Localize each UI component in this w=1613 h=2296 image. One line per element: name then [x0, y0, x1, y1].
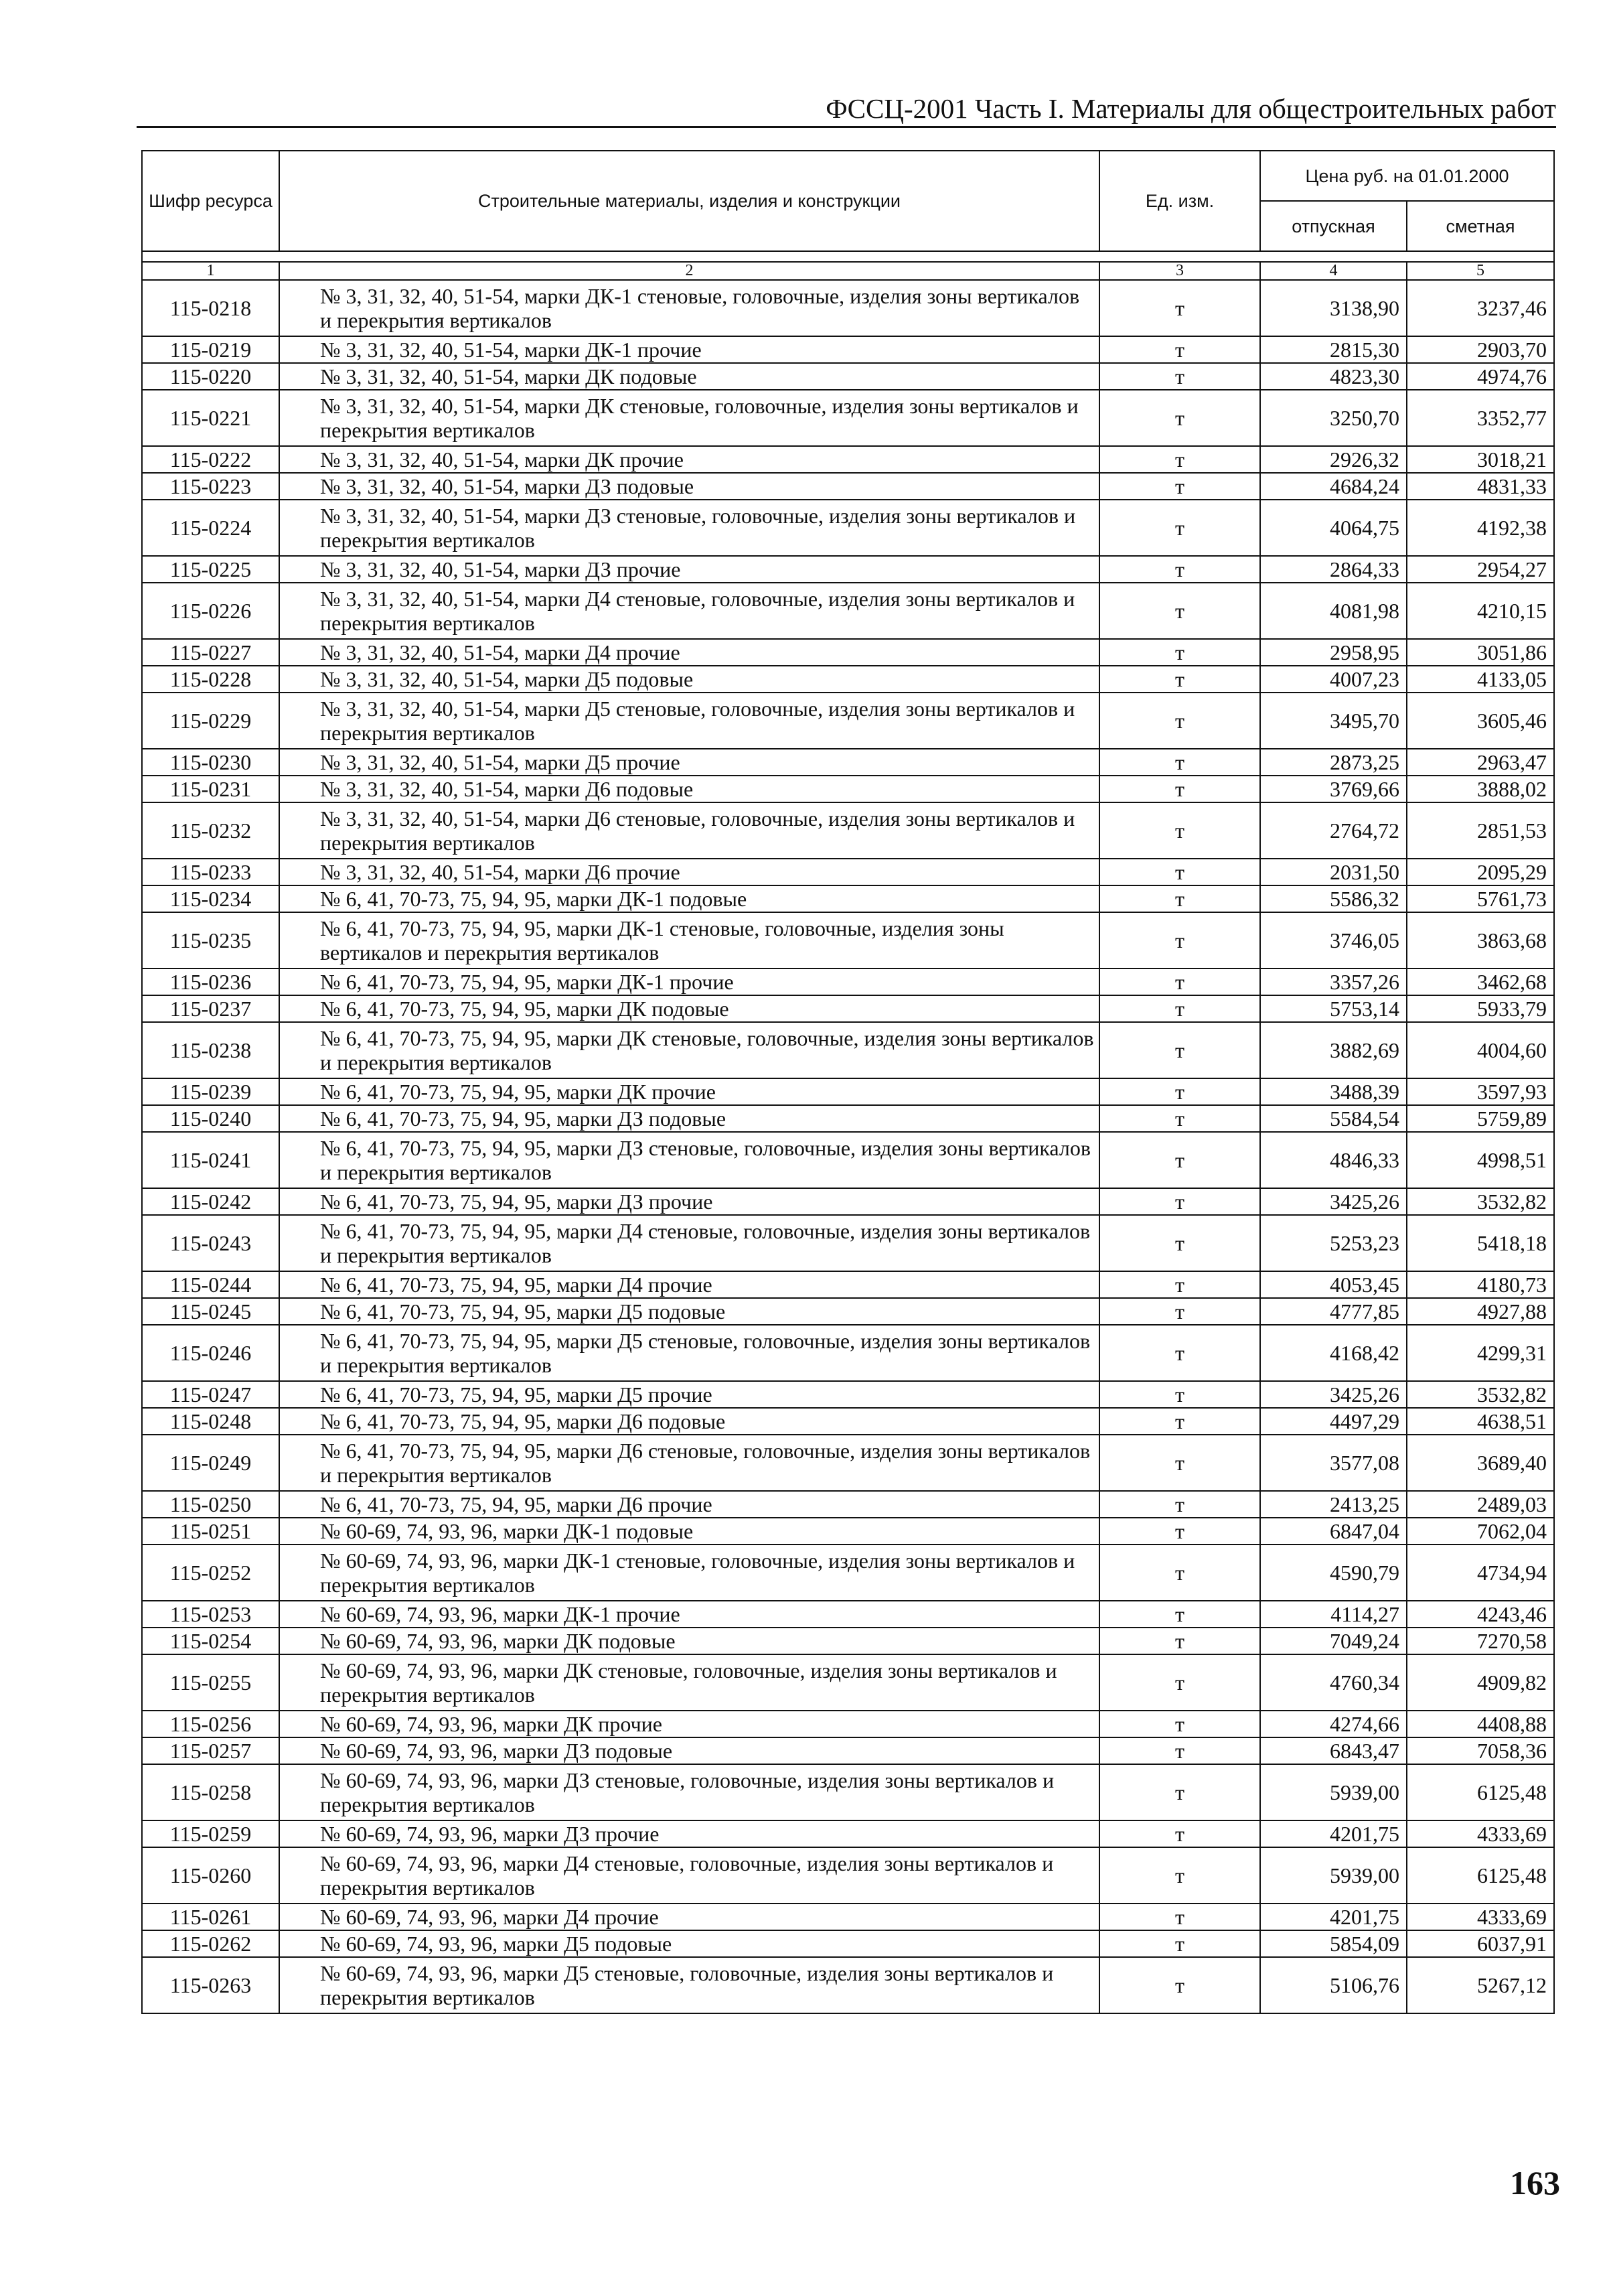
unit-of-measure: т: [1099, 363, 1260, 390]
resource-code: 115-0260: [142, 1847, 279, 1904]
resource-code: 115-0219: [142, 336, 279, 363]
release-price: 3495,70: [1260, 693, 1407, 749]
release-price: 2873,25: [1260, 749, 1407, 776]
unit-of-measure: т: [1099, 446, 1260, 473]
material-name: № 6, 41, 70-73, 75, 94, 95, марки ДЗ подовые: [279, 1105, 1099, 1132]
estimate-price: 7270,58: [1407, 1628, 1554, 1654]
resource-code: 115-0241: [142, 1132, 279, 1188]
table-row: [142, 473, 1554, 500]
table-row: [142, 1132, 1554, 1188]
release-price: 3577,08: [1260, 1435, 1407, 1491]
resource-code: 115-0227: [142, 639, 279, 666]
table-row: [142, 1491, 1554, 1518]
resource-code: 115-0254: [142, 1628, 279, 1654]
resource-code: 115-0220: [142, 363, 279, 390]
resource-code: 115-0231: [142, 776, 279, 802]
estimate-price: 3863,68: [1407, 912, 1554, 968]
column-number: 2: [279, 262, 1099, 280]
release-price: 4846,33: [1260, 1132, 1407, 1188]
material-name: № 3, 31, 32, 40, 51-54, марки Д6 подовые: [279, 776, 1099, 802]
column-number: 4: [1260, 262, 1407, 280]
estimate-price: 3689,40: [1407, 1435, 1554, 1491]
table-row: [142, 776, 1554, 802]
release-price: 2926,32: [1260, 446, 1407, 473]
release-price: 6843,47: [1260, 1737, 1407, 1764]
table-row: [142, 802, 1554, 859]
resource-code: 115-0234: [142, 885, 279, 912]
material-name: № 6, 41, 70-73, 75, 94, 95, марки ДК стеновые, головочные, изделия зоны вертикалов и перекрытия вертикалов: [279, 1022, 1099, 1078]
unit-of-measure: т: [1099, 390, 1260, 446]
release-price: 4823,30: [1260, 363, 1407, 390]
table-row: [142, 1764, 1554, 1820]
material-name: № 60-69, 74, 93, 96, марки ДК-1 стеновые, головочные, изделия зоны вертикалов и перекрытия вертикалов: [279, 1545, 1099, 1601]
table-row: [142, 1601, 1554, 1628]
unit-of-measure: т: [1099, 336, 1260, 363]
material-name: № 3, 31, 32, 40, 51-54, марки ДК-1 прочие: [279, 336, 1099, 363]
unit-of-measure: т: [1099, 500, 1260, 556]
table-row: [142, 912, 1554, 968]
estimate-price: 4831,33: [1407, 473, 1554, 500]
estimate-price: 2954,27: [1407, 556, 1554, 583]
release-price: 3425,26: [1260, 1381, 1407, 1408]
release-price: 2031,50: [1260, 859, 1407, 885]
resource-code: 115-0261: [142, 1904, 279, 1930]
release-price: 5584,54: [1260, 1105, 1407, 1132]
material-name: № 60-69, 74, 93, 96, марки ДК стеновые, головочные, изделия зоны вертикалов и перекрытия вертикалов: [279, 1654, 1099, 1711]
header-code: Шифр ресурса: [142, 151, 279, 251]
resource-code: 115-0258: [142, 1764, 279, 1820]
unit-of-measure: т: [1099, 885, 1260, 912]
material-name: № 60-69, 74, 93, 96, марки Д5 подовые: [279, 1930, 1099, 1957]
resource-code: 115-0257: [142, 1737, 279, 1764]
release-price: 4274,66: [1260, 1711, 1407, 1737]
resource-code: 115-0240: [142, 1105, 279, 1132]
table-row: [142, 1545, 1554, 1601]
resource-code: 115-0233: [142, 859, 279, 885]
table-row: [142, 885, 1554, 912]
estimate-price: 4180,73: [1407, 1271, 1554, 1298]
resource-code: 115-0222: [142, 446, 279, 473]
unit-of-measure: т: [1099, 693, 1260, 749]
material-name: № 6, 41, 70-73, 75, 94, 95, марки Д6 стеновые, головочные, изделия зоны вертикалов и перекрытия вертикалов: [279, 1435, 1099, 1491]
unit-of-measure: т: [1099, 583, 1260, 639]
unit-of-measure: т: [1099, 1215, 1260, 1271]
resource-code: 115-0246: [142, 1325, 279, 1381]
unit-of-measure: т: [1099, 859, 1260, 885]
release-price: 4590,79: [1260, 1545, 1407, 1601]
unit-of-measure: т: [1099, 1847, 1260, 1904]
table-row: [142, 280, 1554, 336]
release-price: 2864,33: [1260, 556, 1407, 583]
estimate-price: 3888,02: [1407, 776, 1554, 802]
unit-of-measure: т: [1099, 1654, 1260, 1711]
unit-of-measure: т: [1099, 666, 1260, 693]
unit-of-measure: т: [1099, 802, 1260, 859]
release-price: 5586,32: [1260, 885, 1407, 912]
release-price: 3882,69: [1260, 1022, 1407, 1078]
material-name: № 6, 41, 70-73, 75, 94, 95, марки Д4 прочие: [279, 1271, 1099, 1298]
resource-code: 115-0225: [142, 556, 279, 583]
resource-code: 115-0256: [142, 1711, 279, 1737]
estimate-price: 3352,77: [1407, 390, 1554, 446]
release-price: 4007,23: [1260, 666, 1407, 693]
release-price: 3769,66: [1260, 776, 1407, 802]
unit-of-measure: т: [1099, 1545, 1260, 1601]
table-row: [142, 1435, 1554, 1491]
table-row: [142, 1957, 1554, 2013]
resource-code: 115-0253: [142, 1601, 279, 1628]
estimate-price: 4333,69: [1407, 1820, 1554, 1847]
material-name: № 60-69, 74, 93, 96, марки ДК прочие: [279, 1711, 1099, 1737]
table-row: [142, 1105, 1554, 1132]
unit-of-measure: т: [1099, 1325, 1260, 1381]
estimate-price: 4210,15: [1407, 583, 1554, 639]
material-name: № 3, 31, 32, 40, 51-54, марки ДЗ прочие: [279, 556, 1099, 583]
release-price: 5939,00: [1260, 1847, 1407, 1904]
table-row: [142, 1628, 1554, 1654]
unit-of-measure: т: [1099, 1764, 1260, 1820]
estimate-price: 3532,82: [1407, 1188, 1554, 1215]
material-name: № 6, 41, 70-73, 75, 94, 95, марки Д4 стеновые, головочные, изделия зоны вертикалов и перекрытия вертикалов: [279, 1215, 1099, 1271]
table-row: [142, 390, 1554, 446]
resource-code: 115-0250: [142, 1491, 279, 1518]
estimate-price: 5933,79: [1407, 995, 1554, 1022]
unit-of-measure: т: [1099, 556, 1260, 583]
header-gap: [142, 251, 1554, 262]
unit-of-measure: т: [1099, 1408, 1260, 1435]
resource-code: 115-0230: [142, 749, 279, 776]
material-name: № 3, 31, 32, 40, 51-54, марки Д6 прочие: [279, 859, 1099, 885]
column-number-row: [142, 262, 1554, 280]
table-row: [142, 1271, 1554, 1298]
estimate-price: 6125,48: [1407, 1847, 1554, 1904]
release-price: 2815,30: [1260, 336, 1407, 363]
header-release-price: отпускная: [1260, 201, 1407, 251]
estimate-price: 5418,18: [1407, 1215, 1554, 1271]
material-name: № 6, 41, 70-73, 75, 94, 95, марки ДК-1 подовые: [279, 885, 1099, 912]
material-name: № 60-69, 74, 93, 96, марки ДК подовые: [279, 1628, 1099, 1654]
estimate-price: 4333,69: [1407, 1904, 1554, 1930]
unit-of-measure: т: [1099, 749, 1260, 776]
resource-code: 115-0228: [142, 666, 279, 693]
resource-code: 115-0229: [142, 693, 279, 749]
material-name: № 60-69, 74, 93, 96, марки ДЗ прочие: [279, 1820, 1099, 1847]
column-number: 1: [142, 262, 279, 280]
material-name: № 6, 41, 70-73, 75, 94, 95, марки ДК-1 прочие: [279, 968, 1099, 995]
release-price: 3488,39: [1260, 1078, 1407, 1105]
material-name: № 60-69, 74, 93, 96, марки ДЗ стеновые, головочные, изделия зоны вертикалов и перекрытия вертикалов: [279, 1764, 1099, 1820]
material-name: № 6, 41, 70-73, 75, 94, 95, марки Д5 стеновые, головочные, изделия зоны вертикалов и перекрытия вертикалов: [279, 1325, 1099, 1381]
resource-code: 115-0218: [142, 280, 279, 336]
release-price: 4201,75: [1260, 1820, 1407, 1847]
table-row: [142, 1022, 1554, 1078]
unit-of-measure: т: [1099, 1132, 1260, 1188]
resource-code: 115-0263: [142, 1957, 279, 2013]
estimate-price: 3051,86: [1407, 639, 1554, 666]
resource-code: 115-0239: [142, 1078, 279, 1105]
release-price: 5106,76: [1260, 1957, 1407, 2013]
resource-code: 115-0223: [142, 473, 279, 500]
unit-of-measure: т: [1099, 1601, 1260, 1628]
release-price: 3425,26: [1260, 1188, 1407, 1215]
estimate-price: 4638,51: [1407, 1408, 1554, 1435]
resource-code: 115-0251: [142, 1518, 279, 1545]
estimate-price: 4734,94: [1407, 1545, 1554, 1601]
release-price: 2764,72: [1260, 802, 1407, 859]
material-name: № 6, 41, 70-73, 75, 94, 95, марки Д5 подовые: [279, 1298, 1099, 1325]
resource-code: 115-0237: [142, 995, 279, 1022]
estimate-price: 5761,73: [1407, 885, 1554, 912]
table-row: [142, 1408, 1554, 1435]
unit-of-measure: т: [1099, 776, 1260, 802]
material-name: № 3, 31, 32, 40, 51-54, марки Д5 прочие: [279, 749, 1099, 776]
release-price: 4684,24: [1260, 473, 1407, 500]
estimate-price: 2851,53: [1407, 802, 1554, 859]
estimate-price: 4927,88: [1407, 1298, 1554, 1325]
material-name: № 6, 41, 70-73, 75, 94, 95, марки ДЗ прочие: [279, 1188, 1099, 1215]
table-row: [142, 995, 1554, 1022]
release-price: 6847,04: [1260, 1518, 1407, 1545]
material-name: № 6, 41, 70-73, 75, 94, 95, марки ДЗ стеновые, головочные, изделия зоны вертикалов и перекрытия вертикалов: [279, 1132, 1099, 1188]
estimate-price: 4408,88: [1407, 1711, 1554, 1737]
material-name: № 6, 41, 70-73, 75, 94, 95, марки ДК прочие: [279, 1078, 1099, 1105]
resource-code: 115-0226: [142, 583, 279, 639]
unit-of-measure: т: [1099, 1381, 1260, 1408]
resource-code: 115-0262: [142, 1930, 279, 1957]
release-price: 5753,14: [1260, 995, 1407, 1022]
column-number: 3: [1099, 262, 1260, 280]
resource-code: 115-0259: [142, 1820, 279, 1847]
table-row: [142, 968, 1554, 995]
table-body: [142, 251, 1554, 2013]
unit-of-measure: т: [1099, 473, 1260, 500]
table-row: [142, 1298, 1554, 1325]
release-price: 7049,24: [1260, 1628, 1407, 1654]
unit-of-measure: т: [1099, 1518, 1260, 1545]
estimate-price: 4004,60: [1407, 1022, 1554, 1078]
table-row: [142, 1381, 1554, 1408]
resource-code: 115-0255: [142, 1654, 279, 1711]
estimate-price: 2963,47: [1407, 749, 1554, 776]
material-name: № 3, 31, 32, 40, 51-54, марки ДК стеновые, головочные, изделия зоны вертикалов и перекрытия вертикалов: [279, 390, 1099, 446]
table-header: [142, 151, 1554, 251]
resource-code: 115-0242: [142, 1188, 279, 1215]
unit-of-measure: т: [1099, 1930, 1260, 1957]
table-row: [142, 1847, 1554, 1904]
material-name: № 3, 31, 32, 40, 51-54, марки ДЗ подовые: [279, 473, 1099, 500]
estimate-price: 3462,68: [1407, 968, 1554, 995]
unit-of-measure: т: [1099, 1298, 1260, 1325]
table-row: [142, 583, 1554, 639]
estimate-price: 4998,51: [1407, 1132, 1554, 1188]
release-price: 3746,05: [1260, 912, 1407, 968]
table-row: [142, 1188, 1554, 1215]
resource-code: 115-0236: [142, 968, 279, 995]
release-price: 4497,29: [1260, 1408, 1407, 1435]
estimate-price: 4192,38: [1407, 500, 1554, 556]
running-header: ФССЦ-2001 Часть I. Материалы для общестроительных работ: [137, 91, 1556, 128]
table-row: [142, 500, 1554, 556]
estimate-price: 3597,93: [1407, 1078, 1554, 1105]
resource-code: 115-0252: [142, 1545, 279, 1601]
estimate-price: 4243,46: [1407, 1601, 1554, 1628]
estimate-price: 7058,36: [1407, 1737, 1554, 1764]
table-row: [142, 1215, 1554, 1271]
resource-code: 115-0249: [142, 1435, 279, 1491]
release-price: 5854,09: [1260, 1930, 1407, 1957]
material-name: № 6, 41, 70-73, 75, 94, 95, марки Д6 прочие: [279, 1491, 1099, 1518]
unit-of-measure: т: [1099, 1491, 1260, 1518]
unit-of-measure: т: [1099, 1737, 1260, 1764]
table-row: [142, 1711, 1554, 1737]
estimate-price: 3605,46: [1407, 693, 1554, 749]
release-price: 2958,95: [1260, 639, 1407, 666]
release-price: 3250,70: [1260, 390, 1407, 446]
table-row: [142, 1930, 1554, 1957]
table-row: [142, 446, 1554, 473]
material-name: № 60-69, 74, 93, 96, марки ДК-1 подовые: [279, 1518, 1099, 1545]
unit-of-measure: т: [1099, 1188, 1260, 1215]
resource-code: 115-0235: [142, 912, 279, 968]
unit-of-measure: т: [1099, 1904, 1260, 1930]
resource-code: 115-0243: [142, 1215, 279, 1271]
unit-of-measure: т: [1099, 968, 1260, 995]
resource-code: 115-0238: [142, 1022, 279, 1078]
resource-code: 115-0248: [142, 1408, 279, 1435]
table-row: [142, 639, 1554, 666]
resource-code: 115-0245: [142, 1298, 279, 1325]
resource-code: 115-0224: [142, 500, 279, 556]
unit-of-measure: т: [1099, 1022, 1260, 1078]
resource-code: 115-0232: [142, 802, 279, 859]
estimate-price: 6125,48: [1407, 1764, 1554, 1820]
release-price: 4168,42: [1260, 1325, 1407, 1381]
release-price: 4081,98: [1260, 583, 1407, 639]
estimate-price: 7062,04: [1407, 1518, 1554, 1545]
release-price: 4777,85: [1260, 1298, 1407, 1325]
price-table: [141, 150, 1555, 2014]
material-name: № 6, 41, 70-73, 75, 94, 95, марки Д5 прочие: [279, 1381, 1099, 1408]
material-name: № 60-69, 74, 93, 96, марки ДЗ подовые: [279, 1737, 1099, 1764]
release-price: 3357,26: [1260, 968, 1407, 995]
material-name: № 6, 41, 70-73, 75, 94, 95, марки ДК-1 стеновые, головочные, изделия зоны вертикалов и перекрытия вертикалов: [279, 912, 1099, 968]
release-price: 3138,90: [1260, 280, 1407, 336]
header-estimate-price: сметная: [1407, 201, 1554, 251]
estimate-price: 2489,03: [1407, 1491, 1554, 1518]
header-unit: Ед. изм.: [1099, 151, 1260, 251]
material-name: № 3, 31, 32, 40, 51-54, марки ДК-1 стеновые, головочные, изделия зоны вертикалов и перекрытия вертикалов: [279, 280, 1099, 336]
table-row: [142, 1737, 1554, 1764]
table-row: [142, 666, 1554, 693]
table-row: [142, 1518, 1554, 1545]
estimate-price: 2095,29: [1407, 859, 1554, 885]
estimate-price: 5759,89: [1407, 1105, 1554, 1132]
unit-of-measure: т: [1099, 280, 1260, 336]
header-price-group: Цена руб. на 01.01.2000: [1260, 151, 1554, 201]
unit-of-measure: т: [1099, 995, 1260, 1022]
unit-of-measure: т: [1099, 1078, 1260, 1105]
resource-code: 115-0221: [142, 390, 279, 446]
table-row: [142, 1078, 1554, 1105]
material-name: № 3, 31, 32, 40, 51-54, марки Д4 стеновые, головочные, изделия зоны вертикалов и перекрытия вертикалов: [279, 583, 1099, 639]
table-row: [142, 336, 1554, 363]
table-row: [142, 1820, 1554, 1847]
table-row: [142, 1325, 1554, 1381]
estimate-price: 4974,76: [1407, 363, 1554, 390]
estimate-price: 4133,05: [1407, 666, 1554, 693]
unit-of-measure: т: [1099, 1435, 1260, 1491]
table-row: [142, 749, 1554, 776]
estimate-price: 4909,82: [1407, 1654, 1554, 1711]
release-price: 5253,23: [1260, 1215, 1407, 1271]
material-name: № 3, 31, 32, 40, 51-54, марки Д4 прочие: [279, 639, 1099, 666]
estimate-price: 6037,91: [1407, 1930, 1554, 1957]
unit-of-measure: т: [1099, 1820, 1260, 1847]
material-name: № 3, 31, 32, 40, 51-54, марки Д5 подовые: [279, 666, 1099, 693]
release-price: 4053,45: [1260, 1271, 1407, 1298]
material-name: № 60-69, 74, 93, 96, марки ДК-1 прочие: [279, 1601, 1099, 1628]
material-name: № 60-69, 74, 93, 96, марки Д5 стеновые, головочные, изделия зоны вертикалов и перекрытия вертикалов: [279, 1957, 1099, 2013]
table-row: [142, 1654, 1554, 1711]
unit-of-measure: т: [1099, 1105, 1260, 1132]
resource-code: 115-0244: [142, 1271, 279, 1298]
material-name: № 6, 41, 70-73, 75, 94, 95, марки Д6 подовые: [279, 1408, 1099, 1435]
estimate-price: 5267,12: [1407, 1957, 1554, 2013]
estimate-price: 3237,46: [1407, 280, 1554, 336]
material-name: № 3, 31, 32, 40, 51-54, марки ДЗ стеновые, головочные, изделия зоны вертикалов и перекрытия вертикалов: [279, 500, 1099, 556]
estimate-price: 3532,82: [1407, 1381, 1554, 1408]
unit-of-measure: т: [1099, 912, 1260, 968]
unit-of-measure: т: [1099, 1957, 1260, 2013]
material-name: № 3, 31, 32, 40, 51-54, марки Д5 стеновые, головочные, изделия зоны вертикалов и перекрытия вертикалов: [279, 693, 1099, 749]
unit-of-measure: т: [1099, 1271, 1260, 1298]
table-row: [142, 1904, 1554, 1930]
release-price: 2413,25: [1260, 1491, 1407, 1518]
unit-of-measure: т: [1099, 639, 1260, 666]
release-price: 4201,75: [1260, 1904, 1407, 1930]
table-row: [142, 556, 1554, 583]
material-name: № 3, 31, 32, 40, 51-54, марки ДК подовые: [279, 363, 1099, 390]
table-row: [142, 693, 1554, 749]
estimate-price: 2903,70: [1407, 336, 1554, 363]
material-name: № 6, 41, 70-73, 75, 94, 95, марки ДК подовые: [279, 995, 1099, 1022]
release-price: 4760,34: [1260, 1654, 1407, 1711]
material-name: № 60-69, 74, 93, 96, марки Д4 прочие: [279, 1904, 1099, 1930]
material-name: № 3, 31, 32, 40, 51-54, марки Д6 стеновые, головочные, изделия зоны вертикалов и перекрытия вертикалов: [279, 802, 1099, 859]
estimate-price: 4299,31: [1407, 1325, 1554, 1381]
material-name: № 60-69, 74, 93, 96, марки Д4 стеновые, головочные, изделия зоны вертикалов и перекрытия вертикалов: [279, 1847, 1099, 1904]
unit-of-measure: т: [1099, 1628, 1260, 1654]
estimate-price: 3018,21: [1407, 446, 1554, 473]
table-row: [142, 859, 1554, 885]
column-number: 5: [1407, 262, 1554, 280]
header-name: Строительные материалы, изделия и конструкции: [279, 151, 1099, 251]
material-name: № 3, 31, 32, 40, 51-54, марки ДК прочие: [279, 446, 1099, 473]
release-price: 4064,75: [1260, 500, 1407, 556]
resource-code: 115-0247: [142, 1381, 279, 1408]
unit-of-measure: т: [1099, 1711, 1260, 1737]
table-row: [142, 363, 1554, 390]
page-number: 163: [1510, 2164, 1560, 2202]
release-price: 5939,00: [1260, 1764, 1407, 1820]
release-price: 4114,27: [1260, 1601, 1407, 1628]
